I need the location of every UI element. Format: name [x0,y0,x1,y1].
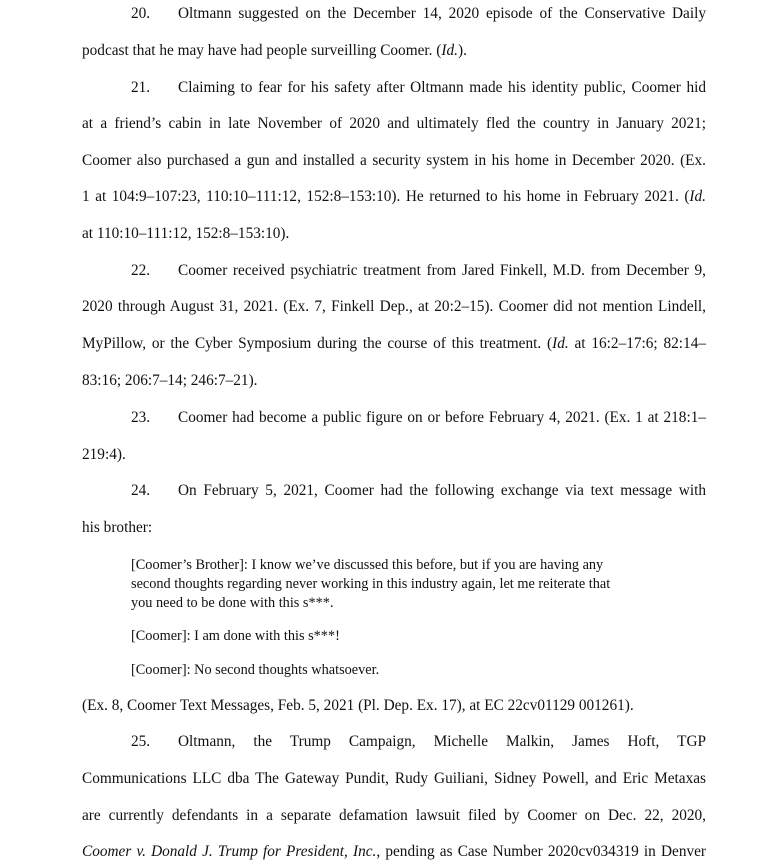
text-segment: are currently defendants in a separate defamation lawsuit filed by Coomer on Dec. 22, 2020, [82,807,706,824]
quote-text: second thoughts regarding never working in this industry again, let me reiterate that [131,576,611,592]
text-line [82,224,706,244]
text-line [82,445,706,465]
text-segment: Coomer received psychiatric treatment from Jared Finkell, M.D. from December 9, [178,262,706,279]
text-segment: Oltmann suggested on the December 14, 2020 episode of the Conservative Daily [178,5,706,22]
text-line [82,769,706,789]
text-line [82,334,706,354]
text-line [178,481,706,501]
text-line [82,151,706,171]
block-quote-line [131,556,671,613]
text-line [82,114,706,134]
text-line [178,78,706,98]
text-segment: On February 5, 2021, Coomer had the following exchange via text message with [178,482,706,499]
paragraph-number: 22. [131,262,151,279]
text-segment: Coomer had become a public figure on or before February 4, 2021. (Ex. 1 at 218:1– [178,409,706,426]
block-quote-line [131,661,671,680]
text-line [178,732,706,752]
text-line [82,41,706,61]
quote-text: [Coomer]: I am done with this s***! [131,628,340,644]
text-segment: ). [457,42,467,59]
text-segment: podcast that he may have had people surveilling Coomer. ( [82,42,442,59]
block-quote-line [131,627,671,646]
text-segment: 219:4). [82,446,126,463]
text-segment: Coomer also purchased a gun and installed a security system in his home in December 2020. (Ex. [82,152,706,169]
text-line [82,297,706,317]
text-segment: 1 at 104:9–107:23, 110:10–111:12, 152:8–153:10). He returned to his home in February 2021. ( [82,188,690,205]
text-segment: Oltmann, the Trump Campaign, Michelle Malkin, James Hoft, TGP [178,733,706,750]
text-segment: at 110:10–111:12, 152:8–153:10). [82,225,290,242]
text-segment: his brother: [82,519,153,536]
quote-text: you need to be done with this s***. [131,595,334,611]
text-line [82,806,706,826]
text-segment: at a friend’s cabin in late November of 2020 and ultimately fled the country in January 2021; [82,115,706,132]
text-line [178,408,706,428]
paragraph-number: 25. [131,733,151,750]
text-segment: MyPillow, or the Cyber Symposium during the course of this treatment. ( [82,335,553,352]
text-segment: Claiming to fear for his safety after Oltmann made his identity public, Coomer hid [178,79,706,96]
text-line [82,187,706,207]
italic-text: Id. [441,42,458,59]
italic-text: Id. [689,188,706,205]
italic-text: Id. [552,335,569,352]
italic-text: Coomer v. Donald J. Trump for President, Inc. [82,843,377,860]
text-segment: 83:16; 206:7–14; 246:7–21). [82,372,258,389]
paragraph-number: 23. [131,409,151,426]
paragraph-number: 20. [131,5,151,22]
paragraph-number: 21. [131,79,151,96]
quote-text: [Coomer]: No second thoughts whatsoever. [131,662,380,678]
text-line [82,842,706,862]
text-line [82,371,706,391]
paragraph-number: 24. [131,482,151,499]
text-segment: , pending as Case Number 2020cv034319 in Denver [376,843,706,860]
text-segment: 2020 through August 31, 2021. (Ex. 7, Finkell Dep., at 20:2–15). Coomer did not mention Lindell, [82,298,706,315]
text-segment: at 16:2–17:6; 82:14– [568,335,706,352]
citation: (Ex. 8, Coomer Text Messages, Feb. 5, 2021 (Pl. Dep. Ex. 17), at EC 22cv01129 001261). [82,697,634,714]
text-segment: Communications LLC dba The Gateway Pundit, Rudy Guiliani, Sidney Powell, and Eric Metaxas [82,770,706,787]
text-line [82,518,706,538]
text-line [178,4,706,24]
text-line [178,261,706,281]
quote-text: [Coomer’s Brother]: I know we’ve discussed this before, but if you are having any [131,557,604,573]
